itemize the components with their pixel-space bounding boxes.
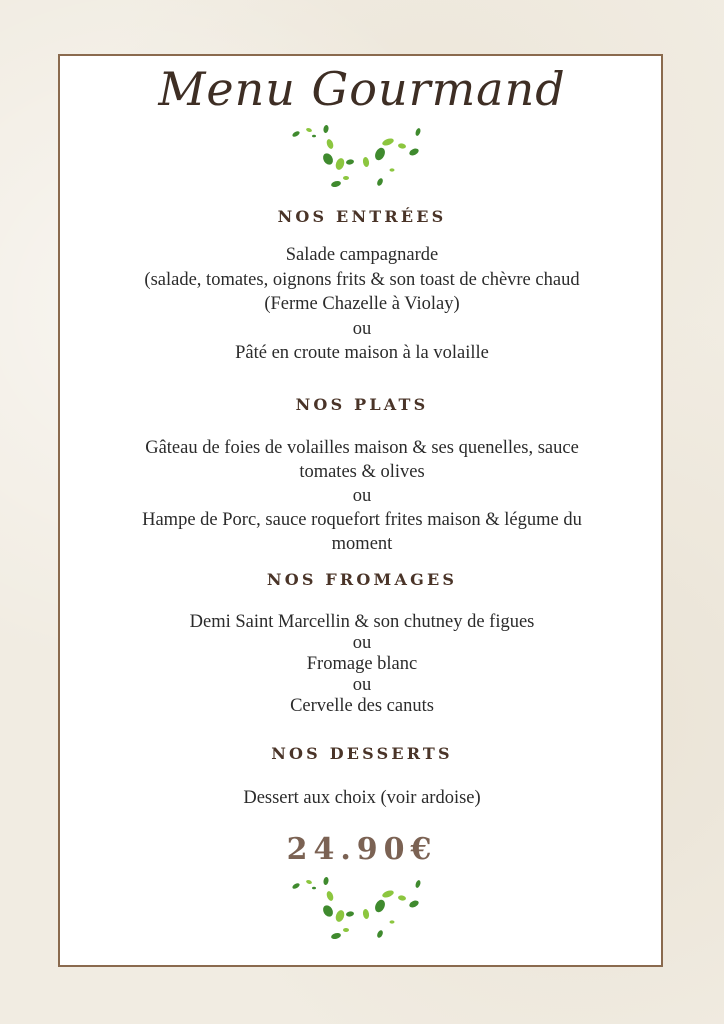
plat-line: moment (331, 534, 393, 554)
fromage-line: Cervelle des canuts (290, 696, 434, 716)
heading-entrees: NOS ENTRÉES (277, 207, 447, 226)
entree-line: (Ferme Chazelle à Violay) (264, 294, 460, 314)
entree-line: ou (352, 318, 372, 339)
entree-line: Salade campagnarde (285, 245, 439, 265)
desserts-list (58, 786, 666, 810)
plats-list (58, 436, 666, 556)
entree-line: Pâté en croute maison à la volaille (235, 343, 489, 363)
fromage-line: Demi Saint Marcellin & son chutney de figues (189, 612, 535, 632)
leaf-garland-top-icon (284, 124, 434, 196)
entree-line: (salade, tomates, oignons frits & son toast de chèvre chaud (144, 269, 580, 290)
heading-plats: NOS PLATS (295, 395, 429, 414)
fromage-line: ou (352, 633, 372, 653)
fromage-line: ou (352, 675, 372, 695)
menu-price: 24.90€ (286, 832, 438, 867)
heading-fromages: NOS FROMAGES (266, 570, 458, 589)
entrees-list (58, 243, 666, 366)
plat-line: Gâteau de foies de volailles maison & ses quenelles, sauce (145, 438, 579, 458)
heading-desserts: NOS DESSERTS (271, 744, 453, 763)
dessert-line: Dessert aux choix (voir ardoise) (243, 788, 481, 808)
plat-line: Hampe de Porc, sauce roquefort frites maison & légume du (142, 510, 582, 530)
plat-line: tomates & olives (299, 462, 425, 482)
plat-line: ou (352, 486, 372, 506)
leaf-garland-bottom-icon (284, 876, 434, 948)
fromage-line: Fromage blanc (306, 654, 418, 674)
fromages-list (58, 612, 666, 717)
menu-title: Menu Gourmand (158, 62, 566, 116)
